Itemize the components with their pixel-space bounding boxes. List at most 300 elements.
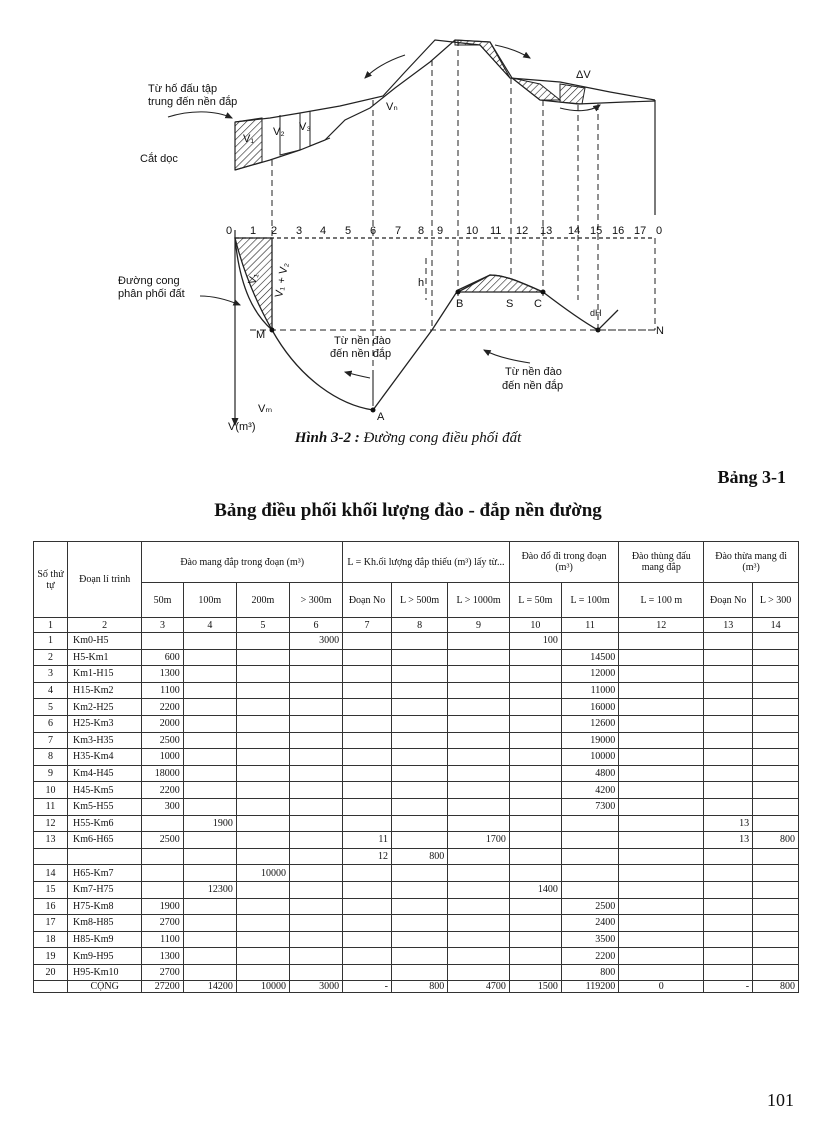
table-row [34, 649, 799, 666]
table-cell: H95-Km10 [67, 964, 141, 981]
table-row [34, 848, 799, 865]
label-cut-fill-1a: Từ nền đào [334, 335, 391, 347]
table-cell [704, 649, 753, 666]
table-cell: 9 [34, 765, 68, 782]
table-cell [619, 931, 704, 948]
table-cell [236, 782, 289, 799]
table-cell [391, 964, 447, 981]
table-cell [236, 948, 289, 965]
table-cell [753, 782, 799, 799]
table-cell [183, 832, 236, 849]
table-cell [619, 848, 704, 865]
label-vn: Vₙ [386, 101, 398, 113]
table-cell [183, 931, 236, 948]
table-cell [289, 666, 342, 683]
header-group-1: Đào mang đắp trong đoạn (m³) [142, 542, 343, 583]
table-row [34, 732, 799, 749]
table-cell [391, 732, 447, 749]
station-label: 15 [590, 225, 603, 237]
table-cell [619, 682, 704, 699]
table-cell [289, 881, 342, 898]
table-cell [448, 931, 510, 948]
table-cell [704, 682, 753, 699]
table-cell [183, 649, 236, 666]
table-cell: 800 [561, 964, 618, 981]
table-cell [391, 881, 447, 898]
table-cell [753, 649, 799, 666]
table-cell [391, 682, 447, 699]
table-cell: 19 [34, 948, 68, 965]
table-cell [753, 765, 799, 782]
table-cell [509, 782, 561, 799]
figure-caption [0, 430, 816, 447]
table-cell [183, 666, 236, 683]
table-cell [236, 931, 289, 948]
table-cell [343, 815, 392, 832]
table-cell [289, 782, 342, 799]
table-row [34, 931, 799, 948]
table-cell [343, 782, 392, 799]
table-cell: Km5-H55 [67, 798, 141, 815]
column-number: 13 [704, 618, 753, 633]
table-cell: 1100 [142, 931, 183, 948]
total-cell: 10000 [236, 981, 289, 993]
table-cell [619, 798, 704, 815]
table-cell [236, 815, 289, 832]
total-cell [34, 981, 68, 993]
table-cell [236, 749, 289, 766]
table-cell [704, 765, 753, 782]
table-cell [34, 848, 68, 865]
table-row [34, 715, 799, 732]
column-number: 12 [619, 618, 704, 633]
table-cell [561, 815, 618, 832]
label-v1: V₁ [243, 133, 255, 145]
table-cell [183, 633, 236, 650]
table-cell: Km4-H45 [67, 765, 141, 782]
table-number: Bảng 3-1 [717, 467, 786, 487]
label-v2: V₂ [273, 126, 285, 138]
header-no: Số thứ tự [34, 542, 68, 618]
table-cell: 14 [34, 865, 68, 882]
table-cell [509, 649, 561, 666]
table-cell [236, 898, 289, 915]
point-b: B [456, 298, 464, 310]
table-cell [391, 898, 447, 915]
table-cell [391, 749, 447, 766]
total-cell: 800 [753, 981, 799, 993]
table-cell: H85-Km9 [67, 931, 141, 948]
table-cell [289, 948, 342, 965]
table-cell [619, 865, 704, 882]
table-row [34, 666, 799, 683]
column-number: 4 [183, 618, 236, 633]
table-cell [448, 715, 510, 732]
table-cell [343, 915, 392, 932]
column-number: 11 [561, 618, 618, 633]
table-cell [619, 915, 704, 932]
table-cell [391, 765, 447, 782]
table-cell [391, 699, 447, 716]
table-cell [183, 848, 236, 865]
subheader-cell: L = 100 m [619, 583, 704, 618]
table-cell [448, 633, 510, 650]
station-label: 17 [634, 225, 647, 237]
table-cell [343, 798, 392, 815]
table-cell: 11 [34, 798, 68, 815]
table-cell [704, 633, 753, 650]
table-cell [236, 732, 289, 749]
column-number: 9 [448, 618, 510, 633]
station-label: 7 [395, 225, 402, 237]
station-label: 5 [345, 225, 352, 237]
table-row [34, 832, 799, 849]
column-number: 5 [236, 618, 289, 633]
curve-points [228, 238, 664, 433]
table-cell [183, 782, 236, 799]
axis-label: V(m³) [228, 421, 256, 433]
table-cell [448, 848, 510, 865]
table-cell: 2500 [142, 832, 183, 849]
point-n: N [656, 325, 664, 337]
table-cell [236, 798, 289, 815]
table-cell: 12 [34, 815, 68, 832]
table-cell [289, 964, 342, 981]
table-cell [391, 815, 447, 832]
table-cell [619, 666, 704, 683]
caption-title: Hình 3-2 : [294, 430, 360, 446]
table-row [34, 964, 799, 981]
subheader-cell: L > 500m [391, 583, 447, 618]
table-cell: H75-Km8 [67, 898, 141, 915]
table-cell: 17 [34, 915, 68, 932]
table-cell: 5 [34, 699, 68, 716]
table-cell [704, 915, 753, 932]
table-cell: 1300 [142, 666, 183, 683]
table-row [34, 699, 799, 716]
table-title: Bảng điều phối khối lượng đào - đắp nền đường [214, 500, 602, 521]
station-label: 6 [370, 225, 377, 237]
table-cell [448, 765, 510, 782]
station-axis [226, 225, 662, 425]
table-cell: 10 [34, 782, 68, 799]
table-cell [619, 948, 704, 965]
table-cell: H35-Km4 [67, 749, 141, 766]
table-row [34, 798, 799, 815]
table-row [34, 948, 799, 965]
table-cell: 13 [34, 832, 68, 849]
table-cell [236, 848, 289, 865]
table-cell [343, 948, 392, 965]
table-cell: 2500 [561, 898, 618, 915]
table-cell [509, 765, 561, 782]
table-cell [509, 832, 561, 849]
table-cell [753, 848, 799, 865]
table-cell [509, 848, 561, 865]
table-cell [509, 749, 561, 766]
table-cell [343, 865, 392, 882]
earthwork-table [33, 541, 799, 993]
subheader-cell: 200m [236, 583, 289, 618]
station-label: 12 [516, 225, 529, 237]
total-cell: CỘNG [67, 981, 141, 993]
table-cell: 10000 [561, 749, 618, 766]
table-cell [183, 798, 236, 815]
table-cell: 1 [34, 633, 68, 650]
table-cell: 18000 [142, 765, 183, 782]
table-cell [391, 865, 447, 882]
table-cell [343, 699, 392, 716]
table-cell [183, 865, 236, 882]
table-cell [391, 832, 447, 849]
column-number: 1 [34, 618, 68, 633]
table-cell [448, 666, 510, 683]
station-label: 16 [612, 225, 625, 237]
table-cell: H25-Km3 [67, 715, 141, 732]
table-cell [619, 649, 704, 666]
table-cell [343, 898, 392, 915]
table-cell [448, 898, 510, 915]
table-cell: 3000 [289, 633, 342, 650]
table-cell [391, 931, 447, 948]
table-cell: 1700 [448, 832, 510, 849]
label-dv: ΔV [576, 69, 591, 81]
longitudinal-profile [235, 40, 655, 215]
table-row [34, 749, 799, 766]
station-label: 14 [568, 225, 581, 237]
table-cell [448, 865, 510, 882]
table-cell: 600 [142, 649, 183, 666]
table-cell: 1400 [509, 881, 561, 898]
table-cell [236, 881, 289, 898]
table-cell [509, 732, 561, 749]
table-cell [509, 915, 561, 932]
table-cell [289, 898, 342, 915]
table-cell [619, 699, 704, 716]
table-cell [619, 782, 704, 799]
table-row [34, 782, 799, 799]
table-cell [142, 633, 183, 650]
table-cell [753, 715, 799, 732]
header-segment: Đoạn lí trình [67, 542, 141, 618]
table-cell: 20 [34, 964, 68, 981]
table-cell [289, 915, 342, 932]
table-cell [448, 881, 510, 898]
table-cell: 15 [34, 881, 68, 898]
table-cell: 800 [753, 832, 799, 849]
table-row [34, 682, 799, 699]
station-label: 11 [490, 225, 502, 237]
station-label: 0 [656, 225, 663, 237]
table-cell: 10000 [236, 865, 289, 882]
table-cell: Km8-H85 [67, 915, 141, 932]
table-cell [289, 699, 342, 716]
table-cell: 300 [142, 798, 183, 815]
subheader-cell: 100m [183, 583, 236, 618]
table-cell [448, 798, 510, 815]
table-cell: 18 [34, 931, 68, 948]
table-cell [448, 649, 510, 666]
table-cell [236, 633, 289, 650]
table-cell [753, 931, 799, 948]
table-cell [183, 749, 236, 766]
table-cell [236, 699, 289, 716]
total-cell: 3000 [289, 981, 342, 993]
subheader-cell: > 300m [289, 583, 342, 618]
table-cell [448, 948, 510, 965]
table-cell [236, 666, 289, 683]
table-cell: 1100 [142, 682, 183, 699]
table-cell [391, 649, 447, 666]
table-cell [619, 964, 704, 981]
table-cell [619, 881, 704, 898]
table-cell [448, 964, 510, 981]
table-cell [183, 715, 236, 732]
table-cell [236, 765, 289, 782]
subheader-cell: 50m [142, 583, 183, 618]
table-cell: H15-Km2 [67, 682, 141, 699]
table-cell [619, 715, 704, 732]
table-cell [704, 666, 753, 683]
table-cell [561, 865, 618, 882]
table-cell [343, 715, 392, 732]
total-row [34, 981, 799, 993]
point-c: C [534, 298, 542, 310]
subheader-cell: L > 1000m [448, 583, 510, 618]
label-curve-1: Đường cong [118, 275, 180, 287]
table-cell [391, 948, 447, 965]
subheader-cell: Đoạn No [704, 583, 753, 618]
table-cell: H55-Km6 [67, 815, 141, 832]
table-cell: 1300 [142, 948, 183, 965]
table-cell: 3 [34, 666, 68, 683]
table-cell: Km6-H65 [67, 832, 141, 849]
table-cell [448, 732, 510, 749]
label-vm: Vₘ [258, 403, 273, 415]
table-cell: 2200 [142, 782, 183, 799]
label-v3: V₃ [299, 121, 311, 133]
table-cell [619, 898, 704, 915]
station-label: 13 [540, 225, 553, 237]
table-cell [391, 666, 447, 683]
table-cell [509, 931, 561, 948]
total-cell: 14200 [183, 981, 236, 993]
table-cell [704, 848, 753, 865]
table-cell [236, 832, 289, 849]
table-cell [343, 964, 392, 981]
total-cell: - [704, 981, 753, 993]
earthwork-distribution-figure [0, 0, 816, 440]
table-cell [183, 682, 236, 699]
label-cut-fill-2a: Từ nền đào [505, 366, 562, 378]
table-cell [619, 633, 704, 650]
table-cell [704, 865, 753, 882]
table-row [34, 765, 799, 782]
table-cell: 2700 [142, 964, 183, 981]
table-cell [289, 815, 342, 832]
total-cell: 800 [391, 981, 447, 993]
table-cell [183, 915, 236, 932]
table-cell [236, 715, 289, 732]
table-cell: 13 [704, 815, 753, 832]
table-cell [391, 715, 447, 732]
table-cell: 14500 [561, 649, 618, 666]
table-cell [704, 881, 753, 898]
label-longitudinal: Cắt dọc [140, 153, 178, 165]
table-cell: 16000 [561, 699, 618, 716]
table-cell: 800 [391, 848, 447, 865]
table-cell: 3500 [561, 931, 618, 948]
table-cell: Km0-H5 [67, 633, 141, 650]
station-label: 4 [320, 225, 327, 237]
station-label: 0 [226, 225, 233, 237]
table-cell [509, 964, 561, 981]
table-cell [753, 699, 799, 716]
table-cell [753, 815, 799, 832]
table-cell [343, 749, 392, 766]
table-cell [561, 848, 618, 865]
table-cell [343, 732, 392, 749]
table-cell [619, 765, 704, 782]
table-cell: 2200 [142, 699, 183, 716]
table-row [34, 881, 799, 898]
table-cell: 1900 [183, 815, 236, 832]
table-cell: 4 [34, 682, 68, 699]
table-cell [704, 749, 753, 766]
table-cell: 4200 [561, 782, 618, 799]
station-label: 2 [271, 225, 278, 237]
header-group-3: Đào đổ đi trong đoạn (m³) [509, 542, 618, 583]
table-cell [753, 682, 799, 699]
table-cell: 2 [34, 649, 68, 666]
table-cell [236, 649, 289, 666]
table-cell: 7 [34, 732, 68, 749]
table-cell: Km2-H25 [67, 699, 141, 716]
table-cell: Km3-H35 [67, 732, 141, 749]
table-row [34, 898, 799, 915]
table-cell [509, 682, 561, 699]
table-cell [509, 948, 561, 965]
table-cell [236, 682, 289, 699]
column-number: 14 [753, 618, 799, 633]
label-dh: dH [590, 308, 602, 318]
table-cell [289, 798, 342, 815]
total-cell: 119200 [561, 981, 618, 993]
table-cell [704, 798, 753, 815]
table-cell [183, 765, 236, 782]
total-cell: 4700 [448, 981, 510, 993]
total-cell: - [343, 981, 392, 993]
point-m: M [256, 329, 266, 341]
table-cell [289, 832, 342, 849]
table-cell [183, 699, 236, 716]
table-cell [561, 881, 618, 898]
table-cell [509, 865, 561, 882]
table-cell [704, 699, 753, 716]
table-cell [289, 765, 342, 782]
table-row [34, 915, 799, 932]
label-quarry-2: trung đến nền đắp [148, 96, 238, 108]
cut-fill-hatching [235, 40, 585, 170]
column-number: 8 [391, 618, 447, 633]
table-cell [343, 633, 392, 650]
table-cell [753, 948, 799, 965]
table-cell [183, 948, 236, 965]
table-cell [509, 715, 561, 732]
table-cell [704, 732, 753, 749]
table-cell [183, 898, 236, 915]
table-cell [704, 964, 753, 981]
